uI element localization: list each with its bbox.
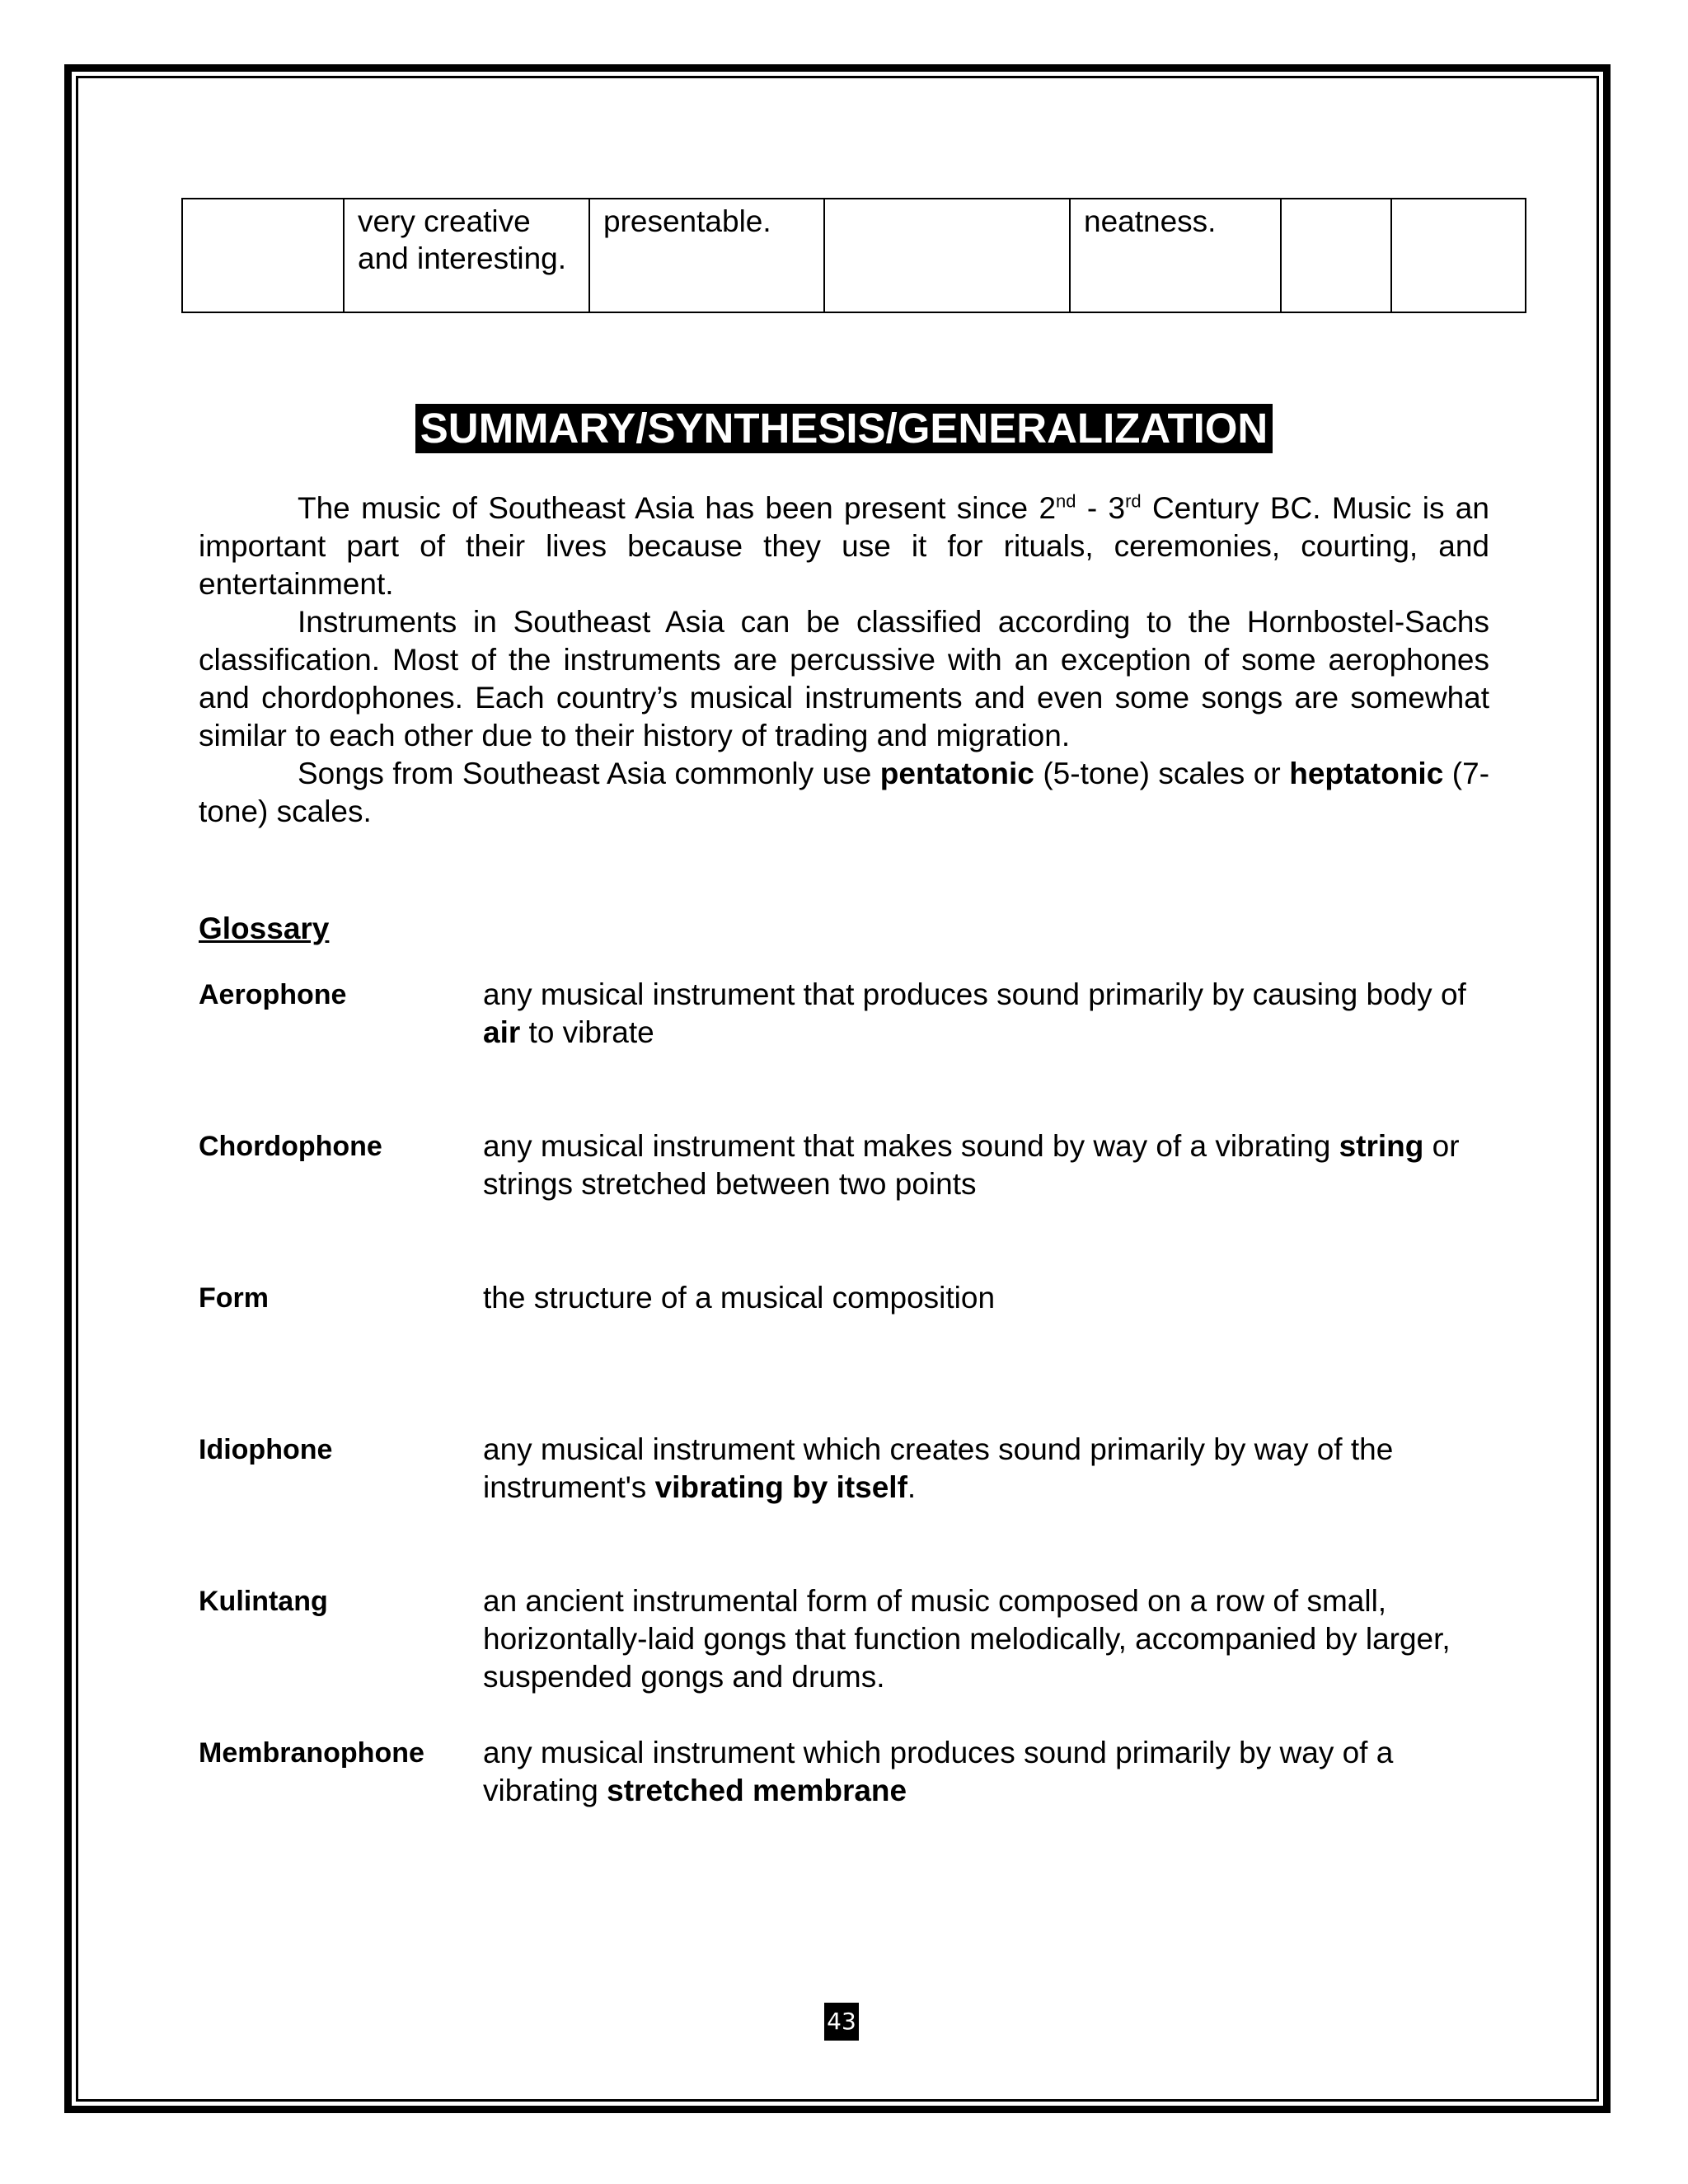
bold-term: string <box>1339 1129 1424 1163</box>
text-run: (7-tone) scales. <box>199 757 1490 828</box>
table-cell: presentable. <box>589 199 824 312</box>
summary-text <box>199 490 1489 831</box>
glossary-def-idiophone <box>483 1431 1505 1507</box>
glossary-def-chordophone <box>483 1127 1505 1203</box>
text-run: Songs from Southeast Asia commonly use <box>298 757 880 790</box>
glossary-term-aerophone: Aerophone <box>199 979 347 1010</box>
table-cell <box>182 199 344 312</box>
table-cell: very creative and interesting. <box>344 199 589 312</box>
rubric-table-fragment <box>181 198 1526 313</box>
summary-paragraph-2: Instruments in Southeast Asia can be classified according to the Hornbostel-Sachs classification. Most of the instruments are percussive with an exception of some aerophones and chordophones. Each country’s musical instruments and even some songs are somewhat similar to each other due to their history of trading and migration. <box>199 605 1489 752</box>
summary-paragraph-1 <box>199 490 1489 603</box>
glossary-def-membranophone <box>483 1734 1505 1810</box>
text-run: any musical instrument which produces sound primarily by way of a vibrating <box>483 1736 1394 1807</box>
glossary-term-kulintang: Kulintang <box>199 1586 328 1617</box>
text-run: Century BC. Music is an important part of their lives because they use it for rituals, ceremonies, courting, and entertainment. <box>199 491 1489 601</box>
text-run: any musical instrument which creates sound primarily by way of the instrument's <box>483 1432 1394 1504</box>
bold-term: pentatonic <box>879 757 1034 790</box>
bold-term: vibrating by itself <box>654 1470 907 1504</box>
text-run: . <box>907 1470 917 1504</box>
table-cell: neatness. <box>1070 199 1281 312</box>
table-row <box>182 199 1526 312</box>
table-cell <box>1281 199 1391 312</box>
glossary-def-kulintang: an ancient instrumental form of music composed on a row of small, horizontally-laid gongs that function melodically, accompanied by larger, suspended gongs and drums. <box>483 1584 1451 1694</box>
text-run: any musical instrument that makes sound by way of a vibrating <box>483 1129 1339 1163</box>
table-cell <box>824 199 1070 312</box>
text-run: or strings stretched between two points <box>483 1129 1460 1201</box>
glossary-term-membranophone: Membranophone <box>199 1737 424 1769</box>
text-run: any musical instrument that produces sound primarily by causing body of <box>483 977 1466 1011</box>
page-number: 43 <box>824 2003 859 2041</box>
bold-term: heptatonic <box>1289 757 1444 790</box>
glossary-title: Glossary <box>199 912 330 945</box>
superscript: rd <box>1125 490 1142 512</box>
section-heading: SUMMARY/SYNTHESIS/GENERALIZATION <box>415 404 1273 453</box>
glossary-def-aerophone <box>483 976 1505 1052</box>
section-heading-wrap <box>0 404 1688 453</box>
glossary-term-form: Form <box>199 1282 269 1314</box>
superscript: nd <box>1056 490 1076 512</box>
glossary-def-form: the structure of a musical composition <box>483 1281 996 1315</box>
glossary-term-idiophone: Idiophone <box>199 1434 333 1465</box>
bold-term: air <box>483 1015 521 1049</box>
table-cell <box>1391 199 1526 312</box>
text-run: (5-tone) scales or <box>1034 757 1290 790</box>
text-run: to vibrate <box>520 1015 654 1049</box>
bold-term: stretched membrane <box>607 1774 907 1807</box>
text-run: - 3 <box>1076 491 1126 525</box>
text-run: The music of Southeast Asia has been present since 2 <box>298 491 1057 525</box>
glossary-term-chordophone: Chordophone <box>199 1131 382 1162</box>
summary-paragraph-3 <box>199 755 1489 831</box>
